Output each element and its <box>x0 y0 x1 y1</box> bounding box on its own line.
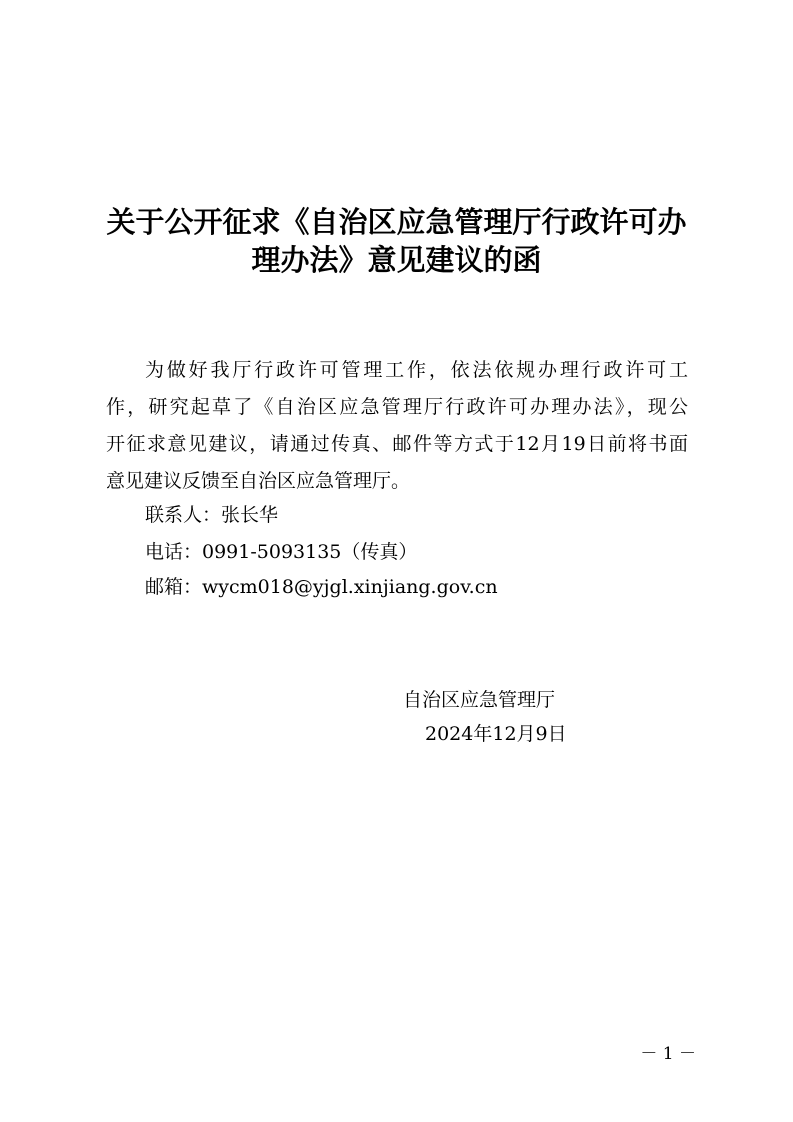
body-paragraph-line-3: 开征求意见建议，请通过传真、邮件等方式于12月19日前将书面 <box>106 433 688 455</box>
page-number: － 1 － <box>640 1044 696 1064</box>
signature-organization: 自治区应急管理厅 <box>403 689 556 711</box>
body-paragraph-line-2: 作，研究起草了《自治区应急管理厅行政许可办理办法》，现公 <box>106 396 688 418</box>
contact-phone: 电话：0991-5093135（传真） <box>145 541 418 563</box>
body-paragraph-line-4: 意见建议反馈至自治区应急管理厅。 <box>106 470 411 492</box>
document-title-line-1: 关于公开征求《自治区应急管理厅行政许可办 <box>106 205 687 239</box>
body-paragraph-line-1: 为做好我厅行政许可管理工作，依法依规办理行政许可工 <box>145 359 688 381</box>
signature-date: 2024年12月9日 <box>425 723 567 745</box>
contact-person: 联系人：张长华 <box>145 504 279 526</box>
contact-email: 邮箱：wycm018@yjgl.xinjiang.gov.cn <box>145 576 498 598</box>
document-title-line-2: 理办法》意见建议的函 <box>251 243 542 277</box>
